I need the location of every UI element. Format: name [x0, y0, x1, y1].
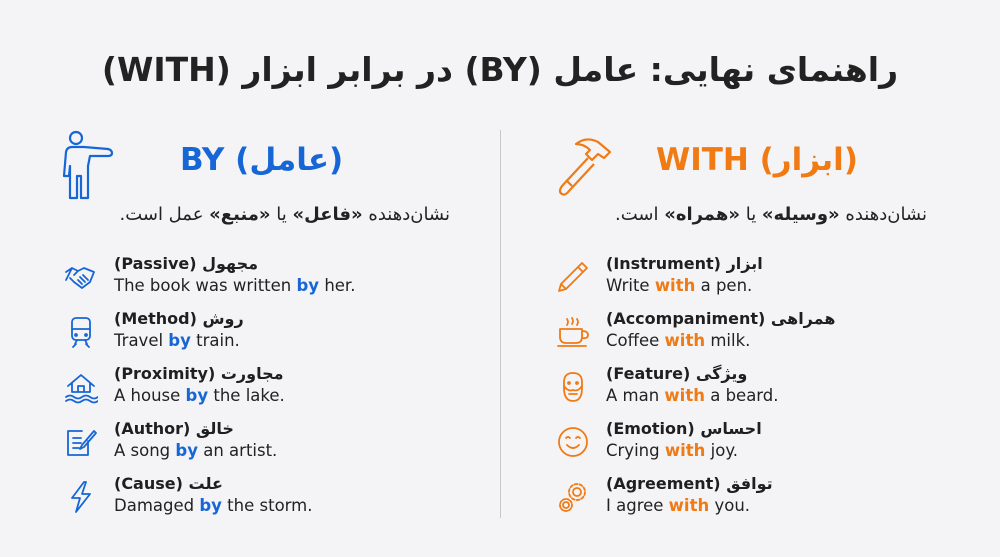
item-example [114, 331, 244, 350]
item-title: (Method) روش [114, 309, 244, 328]
item-example [114, 496, 312, 515]
subtitle-bold: «وسیله» [761, 204, 840, 225]
example-keyword: with [664, 386, 705, 405]
example-text: I agree [606, 496, 669, 515]
item-title: (Proximity) مجاورت [114, 364, 284, 383]
list-item [552, 419, 972, 465]
subtitle-bold: «منبع» [209, 204, 271, 225]
item-title: (Cause) علت [114, 474, 223, 493]
house-water-icon [64, 370, 98, 404]
example-text: an artist. [197, 441, 278, 460]
gears-icon [556, 480, 590, 514]
example-text: a beard. [704, 386, 779, 405]
example-text: her. [319, 276, 356, 295]
handshake-icon [64, 260, 98, 294]
list-item [60, 364, 480, 410]
subtitle-text: عمل است. [119, 204, 210, 225]
example-text: Coffee [606, 331, 665, 350]
example-text: A man [606, 386, 665, 405]
edit-document-icon [64, 425, 98, 459]
list-item [60, 309, 480, 355]
example-text: joy. [705, 441, 738, 460]
item-text [114, 474, 312, 515]
with-subtitle [552, 204, 927, 225]
item-title: (Instrument) ابزار [606, 254, 763, 273]
example-keyword: with [664, 441, 706, 460]
item-example [606, 386, 779, 405]
example-text: Crying [606, 441, 665, 460]
item-title: (Feature) ویژگی [606, 364, 748, 383]
item-example [114, 386, 285, 405]
train-icon [64, 315, 98, 349]
example-keyword: by [296, 276, 320, 295]
example-keyword: with [654, 276, 696, 295]
item-text [606, 474, 773, 515]
item-title: (Agreement) توافق [606, 474, 773, 493]
example-keyword: by [168, 331, 191, 350]
list-item [60, 419, 480, 465]
list-item [552, 474, 972, 520]
item-text [114, 364, 285, 405]
example-keyword: by [175, 441, 198, 460]
item-example [606, 276, 763, 295]
hammer-icon [552, 130, 612, 200]
list-item [552, 254, 972, 300]
example-keyword: with [664, 331, 706, 350]
item-text [606, 254, 763, 295]
example-text: Damaged [114, 496, 200, 515]
list-item [60, 254, 480, 300]
coffee-cup-icon [556, 315, 590, 349]
example-text: Write [606, 276, 655, 295]
subtitle-text: نشان‌دهنده [839, 204, 927, 225]
by-subtitle [60, 204, 450, 225]
example-text: Travel [114, 331, 169, 350]
smiley-icon [556, 425, 590, 459]
example-text: the lake. [208, 386, 285, 405]
item-text [114, 419, 277, 460]
item-text [606, 364, 779, 405]
example-text: a pen. [695, 276, 753, 295]
bearded-face-icon [556, 370, 590, 404]
subtitle-bold: «همراه» [664, 204, 740, 225]
list-item [552, 364, 972, 410]
subtitle-text: یا [270, 204, 293, 225]
example-text: The book was written [114, 276, 297, 295]
by-heading: BY (عامل) [180, 142, 344, 178]
item-example [606, 496, 773, 515]
item-example [114, 441, 277, 460]
lightning-icon [64, 480, 98, 514]
example-keyword: by [185, 386, 209, 405]
column-divider [500, 130, 501, 518]
subtitle-text: است. [614, 204, 665, 225]
item-title: (Accompaniment) همراهی [606, 309, 836, 328]
pencil-icon [556, 260, 590, 294]
subtitle-bold: «فاعل» [292, 204, 363, 225]
example-text: you. [709, 496, 751, 515]
example-text: A house [114, 386, 186, 405]
page-title: راهنمای نهایی: عامل (BY) در برابر ابزار (WITH) [101, 50, 899, 89]
item-text [606, 419, 762, 460]
item-example [606, 331, 835, 350]
item-title: (Author) خالق [114, 419, 234, 438]
list-item [552, 309, 972, 355]
item-example [114, 276, 355, 295]
example-text: train. [190, 331, 240, 350]
item-title: (Passive) مجهول [114, 254, 259, 273]
subtitle-text: یا [739, 204, 762, 225]
person-pointing-icon [60, 130, 120, 200]
item-title: (Emotion) احساس [606, 419, 762, 438]
example-text: the storm. [221, 496, 313, 515]
subtitle-text: نشان‌دهنده [362, 204, 450, 225]
with-heading: WITH (ابزار) [656, 142, 858, 178]
item-example [606, 441, 762, 460]
example-keyword: by [199, 496, 222, 515]
example-keyword: with [668, 496, 710, 515]
item-text [114, 309, 244, 350]
example-text: milk. [705, 331, 751, 350]
list-item [60, 474, 480, 520]
example-text: A song [114, 441, 176, 460]
item-text [606, 309, 835, 350]
item-text [114, 254, 355, 295]
